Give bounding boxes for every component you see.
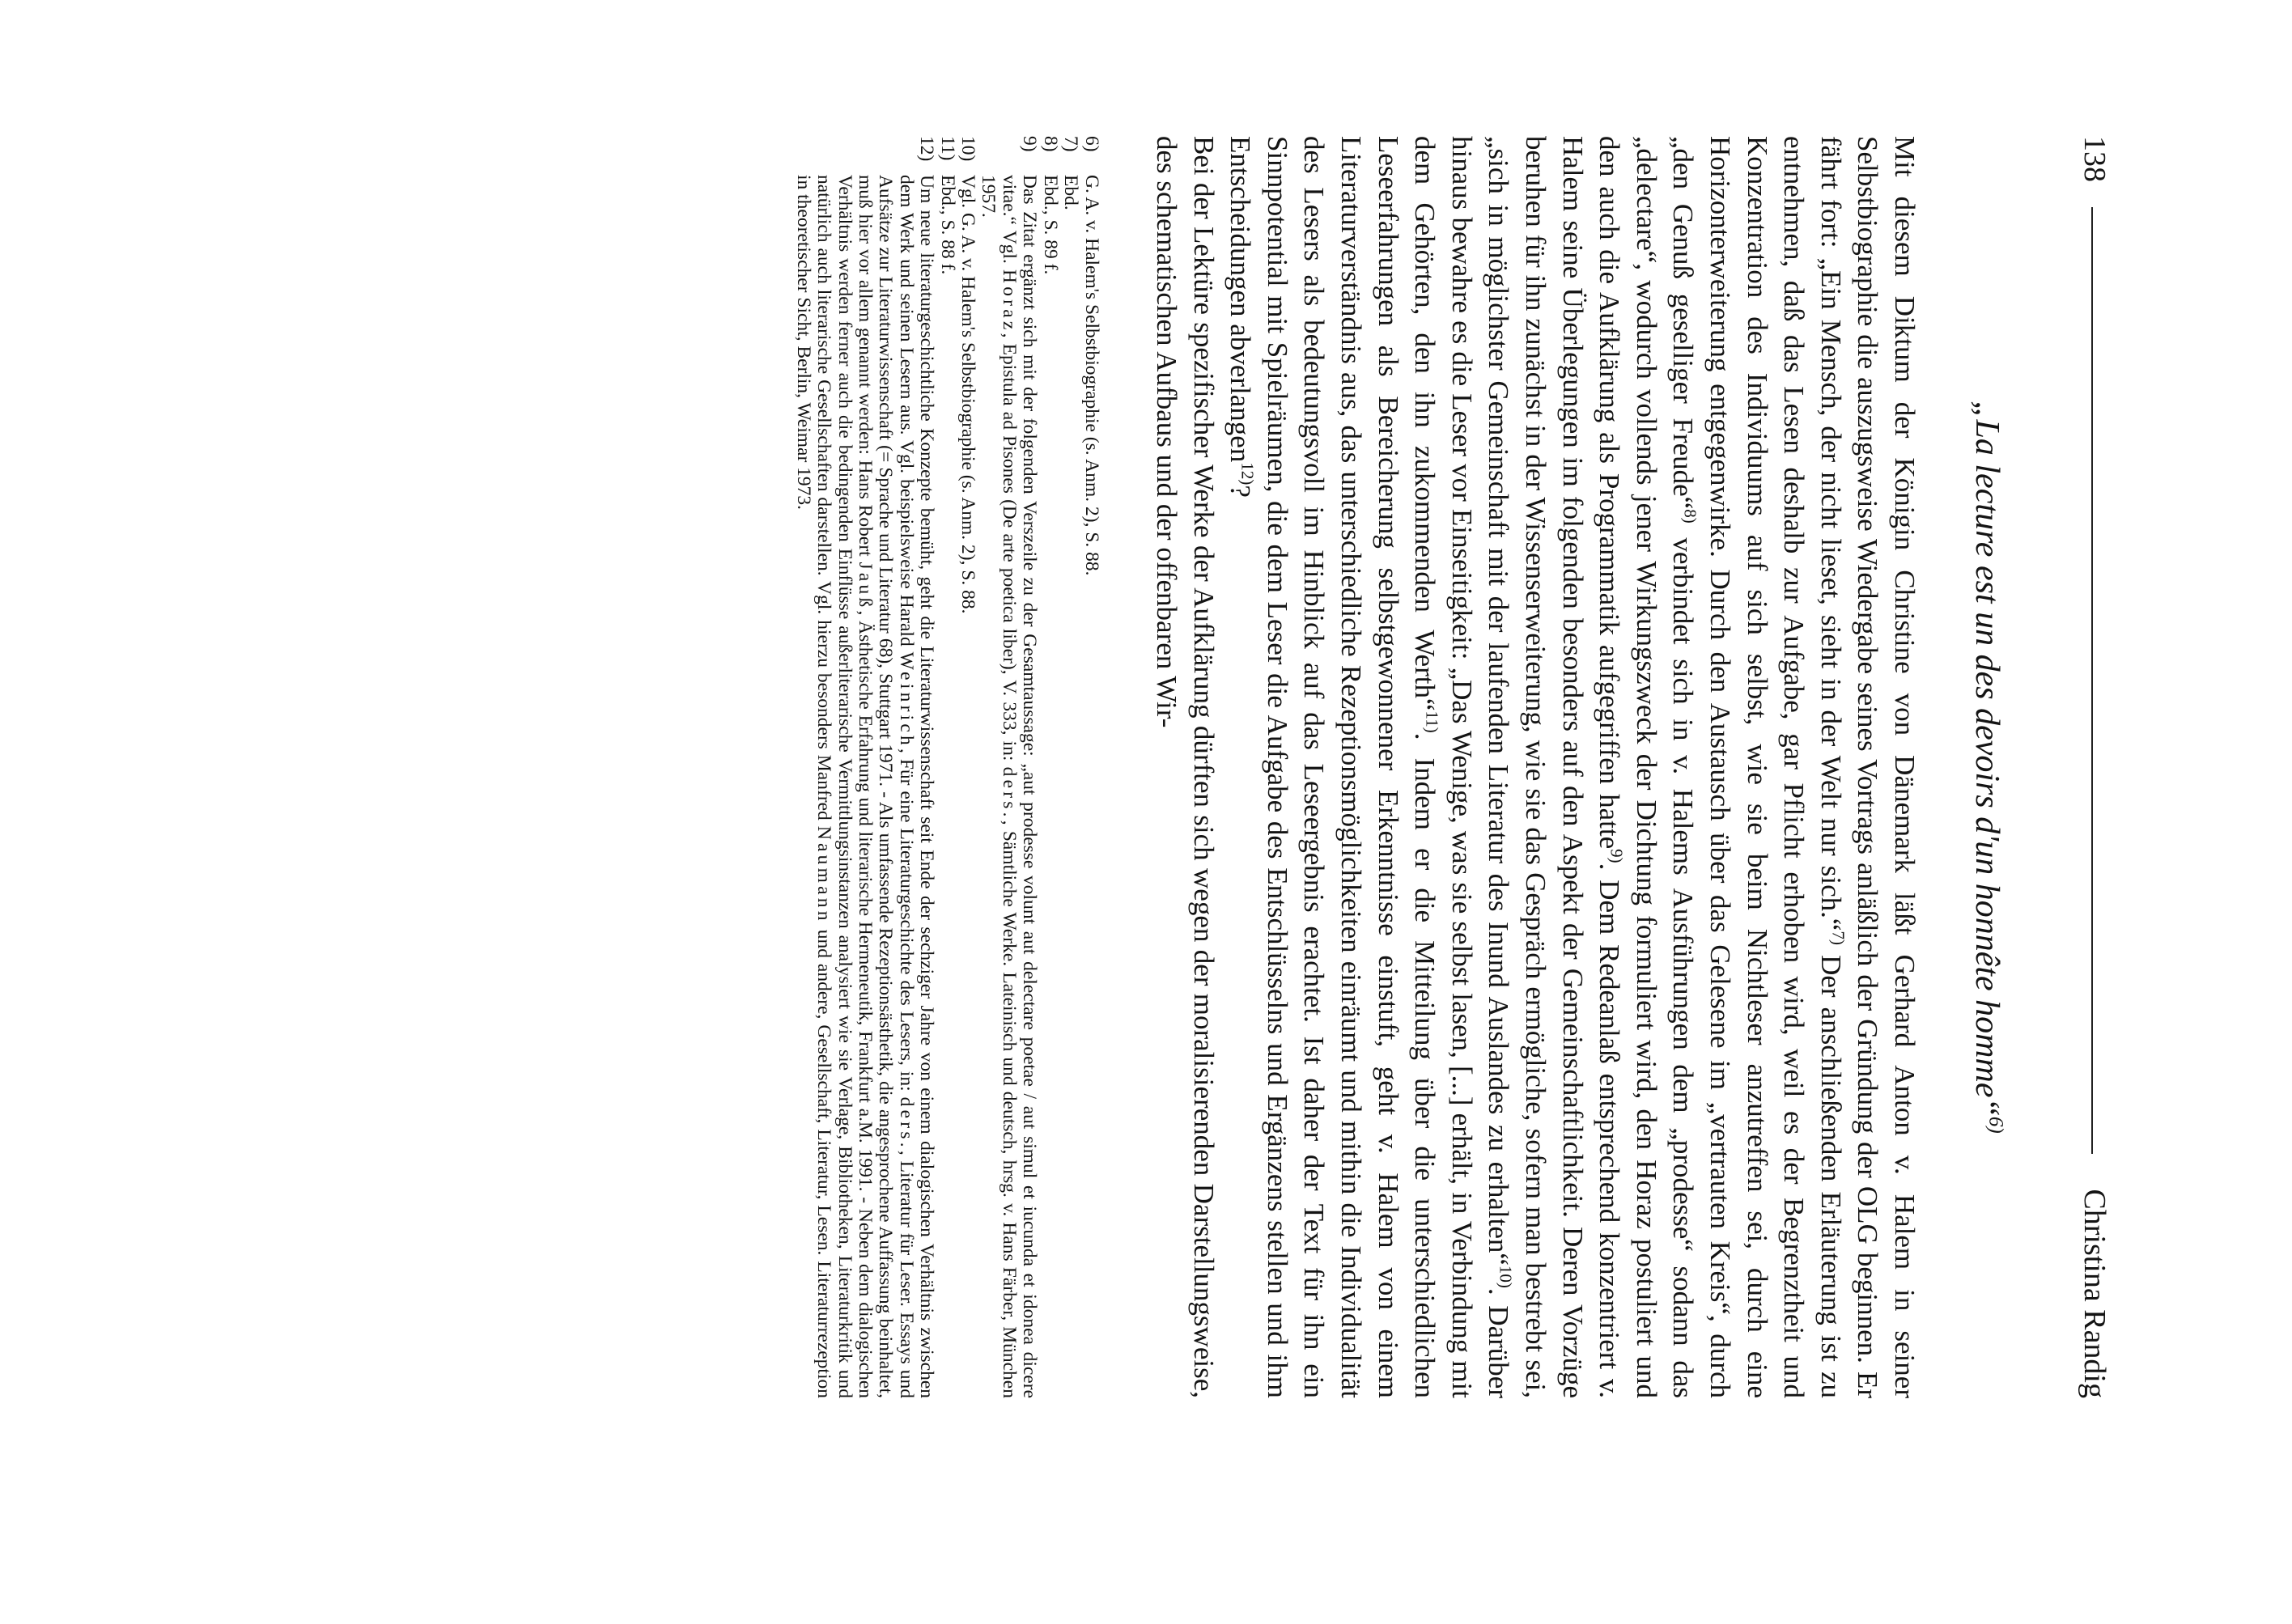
footnote-mark: 6) [1080, 136, 1102, 152]
footnote-ref-11: 11) [1422, 710, 1442, 733]
footnote-12-author-4: Naumann [813, 825, 835, 924]
paragraph-1-part-7: ? [1225, 485, 1257, 498]
footnote-12-part-5: und andere, Gesellschaft, Literatur, Lesen. Literaturrezeption in theoretischer Sicht, Berlin, Weimar 1973. [792, 175, 835, 1398]
footnote-text [792, 175, 936, 1398]
footnote-text: Ebd. [1060, 175, 1082, 210]
footnote-mark: 12) [916, 136, 938, 162]
book-page [792, 136, 2117, 1399]
footnote-9-part-3: , Sämtliche Werke. Lateinisch und deutsch, hrsg. v. Hans Färber, München 1957. [978, 175, 1020, 1398]
footnote-9-part-2: , Epistula ad Pisones (De arte poetica liber), V. 333, in: [998, 333, 1020, 767]
paragraph-2: Bei der Lektüre spezifischer Werke der Aufklärung dürften sich wegen der moralisierenden Darstellungsweise, des schematischen Aufbaus und der offenbaren Wir- [1151, 136, 1220, 1398]
body-text [1148, 136, 1923, 1398]
chapter-title-text: „La lecture est un des devoirs d'un honnête homme“ [1968, 401, 2005, 1117]
footnote-text: G. A. v. Halem's Selbstbiographie (s. Anm. 2), S. 88. [1080, 175, 1102, 576]
footnote-12-part-2: , Für eine Literaturgeschichte des Lesers, in: [895, 748, 917, 1097]
footnote-text [978, 175, 1039, 1398]
paragraph-1 [1222, 136, 1923, 1398]
footnote-ref-6: 6) [1984, 1116, 2007, 1134]
footnote-6 [1080, 136, 1101, 1398]
footnote-mark: 10) [957, 136, 979, 162]
footnote-12 [792, 136, 936, 1398]
footnote-ref-10: 10) [1496, 1265, 1517, 1288]
footnote-8 [1039, 136, 1059, 1398]
footnotes [792, 136, 1101, 1398]
chapter-title [1965, 136, 2009, 1398]
footnote-ref-9: 9) [1607, 849, 1627, 863]
footnote-7 [1060, 136, 1080, 1398]
header-rule [2091, 207, 2093, 1154]
footnote-ref-8: 8) [1681, 509, 1701, 524]
footnote-12-author-1: Weinrich [895, 651, 917, 749]
footnote-12-part-3: , Literatur für Leser. Essays und Aufsätze zur Literaturwissenschaft (= Sprache und Literatur 68), Stuttgart 1971. - Als umfassende Rezeptionsästhetik, die angesprochene Auffassung beinhaltet, muß hier vor allem genannt werden: Hans Robert [855, 175, 917, 1398]
paragraph-1-part-6: . Indem er die Mitteilung über die unterschiedlichen Leseerfahrungen als Bereicherung selbstgewonnener Erkenntnisse einstuft, geht v. Halem von einem Literaturverständnis aus, das unterschiedliche Rezeptionsmöglichkeiten einräumt und mithin die Individualität des Lesers als bedeutungsvoll im Hinblick auf das Leseergebnis erachtet. Ist daher der Text für ihn ein Sinnpotential mit Spielräumen, die dem Leser die Aufgabe des Entschlüsselns und Ergänzens stellen und ihm Entscheidungen abverlangen [1225, 136, 1441, 1399]
footnote-12-part-4: , Ästhetische Erfahrung und literarische Hermeneutik, Frankfurt a.M. 1991. - Neben dem dialogischen Verhältnis werden ferner auch die bedingenden Einflüsse außerliterarische Vermittlungsinstanzen analysiert wie sie Verlage, Bibliotheken, Literaturkritik und natürlich auch literarische Gesellschaften darstellen. Vgl. hierzu besonders Manfred [813, 175, 876, 1399]
footnote-mark: 7) [1060, 136, 1082, 152]
paragraph-1-part-5: . Darüber hinaus bewahre es die Leser vor Einseitigkeit: „Das Wenige, was sie selbst lasen, [...] erhält, in Verbindung mit dem Gehörten, den ihn zukommenden Werth“ [1409, 136, 1515, 1398]
footnote-9 [978, 136, 1039, 1398]
footnote-mark: 8) [1039, 136, 1061, 152]
footnote-ref-7: 7) [1828, 931, 1848, 945]
paragraph-1-part-4: . Dem Redeanlaß entsprechend konzentriert v. Halem seine Überlegungen im folgenden besonders auf den Aspekt der Gemeinschaftlichkeit. Deren Vorzüge beruhen für ihn zunächst in der Wissenserweiterung, wie sie das Gespräch ermögliche, sofern man bestrebt sei, „sich in möglichster Gemeinschaft mit der laufenden Literatur des Inund Auslandes zu erhalten“ [1483, 136, 1626, 1398]
footnote-9-author-1: Horaz [998, 269, 1020, 333]
footnote-12-author-3: Jauß [855, 562, 876, 611]
footnote-11 [936, 136, 957, 1398]
footnote-12-part-1: Um neue literaturgeschichtliche Konzepte bemüht, geht die Literaturwissenschaft seit Ende der sechziger Jahre von einem dialogischen Verhältnis zwischen dem Werk und seinen Lesern aus. Vgl. beispielsweise Harald [895, 175, 938, 1398]
footnote-text: Ebd., S. 89 f. [1039, 175, 1061, 275]
running-head-author: Christina Randig [2078, 1189, 2112, 1398]
footnote-9-author-2: ders. [998, 766, 1020, 820]
footnote-mark: 11) [936, 136, 958, 161]
footnote-9-part-1: Das Zitat ergänzt sich mit der folgenden Verszeile zu der Gesamtaussage: „aut prodesse volunt aut delectare poetae / aut simul et iucunda et idonea dicere vitae.“ Vgl. [998, 175, 1041, 1398]
footnote-ref-12: 12) [1237, 462, 1258, 486]
running-head [2072, 136, 2117, 1398]
footnote-12-author-2: ders. [895, 1096, 917, 1151]
footnote-text: Ebd., S. 88 f. [936, 175, 958, 275]
footnote-mark: 9) [1019, 136, 1041, 152]
paragraph-1-part-1: Mit diesem Diktum der Königin Christine von Dänemark läßt Gerhard Anton v. Halem in seiner Selbstbiographie die auszugsweise Wiedergabe seines Vortrags anläßlich der Gründung der OLG beginnen. Er fährt fort: „Ein Mensch, der nicht lieset, sieht in der Welt nur sich.“ [1814, 136, 1921, 1398]
footnote-text: Vgl. G. A. v. Halem's Selbstbiographie (s. Anm. 2), S. 88. [957, 175, 979, 614]
page-number: 138 [2078, 136, 2112, 182]
paragraph-1-part-2: Der anschließenden Erläuterung ist zu entnehmen, daß das Lesen deshalb zur Aufgabe, gar Pflicht erhoben wird, weil es der Begrenztheit und Konzentration des Individuums auf sich selbst, wie sie beim Nichtleser anzutreffen sei, durch eine Horizonterweiterung entgegenwirke. Durch den Austausch über das Gelesene im „vertrauten Kreis“, durch „den Genuß geselliger Freude“ [1667, 136, 1847, 1398]
paragraph-1-part-3: verbindet sich in v. Halems Ausführungen dem „prodesse“ sodann das „delectare“, wodurch vollends jener Wirkungszweck der Dichtung formuliert wird, den Horaz postuliert und den auch die Aufklärung als Programmatik aufgegriffen hatte [1594, 136, 1700, 1398]
footnote-10 [957, 136, 978, 1398]
